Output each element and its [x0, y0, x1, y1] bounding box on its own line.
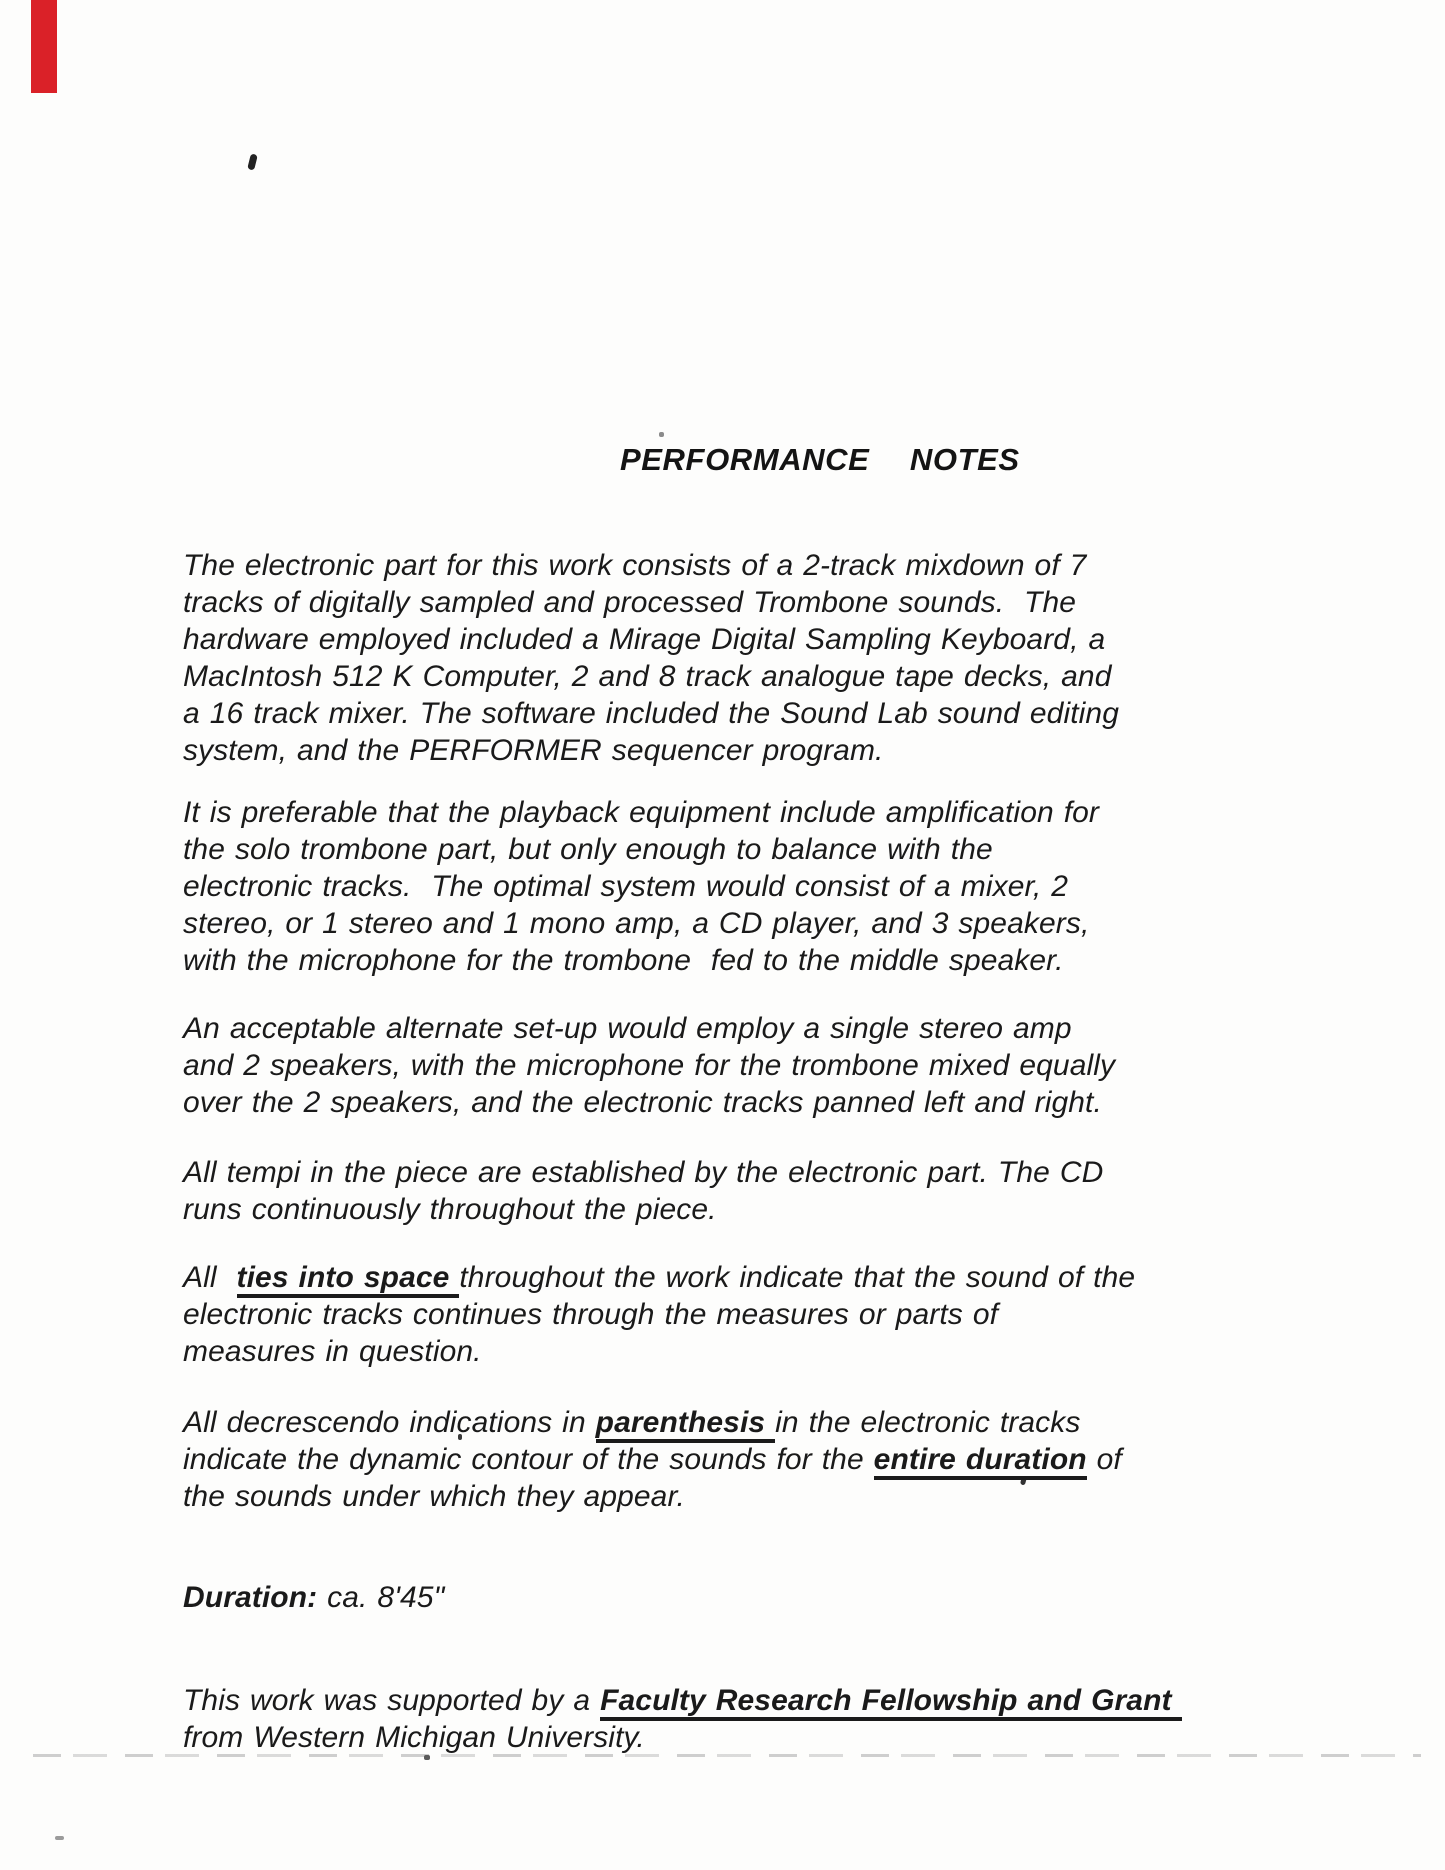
body-text: runs continuously throughout the piece. — [183, 1193, 717, 1226]
body-text: and 2 speakers, with the microphone for the trombone mixed equally — [183, 1049, 1116, 1082]
body-text: hardware employed included a Mirage Digital Sampling Keyboard, a — [183, 623, 1106, 656]
text-line — [183, 1154, 1345, 1191]
para-tempi — [183, 1154, 1345, 1228]
body-text: with the microphone for the trombone fed to the middle speaker. — [183, 944, 1064, 977]
document-body — [183, 547, 1345, 1756]
emphasized-text: parenthesis — [596, 1406, 775, 1443]
emphasized-text: ties into space — [237, 1261, 460, 1298]
body-text: over the 2 speakers, and the electronic tracks panned left and right. — [183, 1086, 1102, 1119]
body-text: from Western Michigan University. — [183, 1721, 645, 1754]
text-line — [183, 584, 1345, 621]
para-duration — [183, 1579, 1345, 1616]
body-text: stereo, or 1 stereo and 1 mono amp, a CD player, and 3 speakers, — [183, 907, 1090, 940]
body-text: system, and the PERFORMER sequencer program. — [183, 734, 884, 767]
text-line — [183, 1579, 1345, 1616]
body-text: a 16 track mixer. The software included the Sound Lab sound editing — [183, 697, 1119, 730]
emphasized-text: entire duration — [874, 1443, 1087, 1480]
para-electronic-part — [183, 547, 1345, 769]
body-text: This work was supported by a — [183, 1684, 601, 1717]
body-text: MacIntosh 512 K Computer, 2 and 8 track analogue tape decks, and — [183, 660, 1112, 693]
text-line — [183, 794, 1345, 831]
text-line — [183, 942, 1345, 979]
text-line — [183, 695, 1345, 732]
para-decrescendo — [183, 1404, 1345, 1515]
text-line — [183, 905, 1345, 942]
body-text: measures in question. — [183, 1335, 482, 1368]
body-text: indicate the dynamic contour of the sounds for the — [183, 1443, 874, 1476]
body-text: An acceptable alternate set-up would employ a single stereo amp — [183, 1012, 1072, 1045]
page-title: PERFORMANCE NOTES — [620, 442, 1020, 477]
body-text: in the electronic tracks — [775, 1406, 1081, 1439]
para-ties-into-space — [183, 1259, 1345, 1370]
body-text: electronic tracks. The optimal system would consist of a mixer, 2 — [183, 870, 1069, 903]
para-playback-equipment — [183, 794, 1345, 979]
text-line — [183, 1047, 1345, 1084]
text-line — [183, 621, 1345, 658]
text-line — [183, 547, 1345, 584]
text-line — [183, 1084, 1345, 1121]
emphasized-text: Faculty Research Fellowship and Grant — [600, 1684, 1181, 1721]
body-text: All decrescendo indications in — [183, 1406, 596, 1439]
text-line — [183, 1441, 1345, 1478]
scan-speck — [55, 1836, 64, 1840]
text-line — [183, 658, 1345, 695]
text-line — [183, 732, 1345, 769]
body-text: the solo trombone part, but only enough to balance with the — [183, 833, 993, 866]
text-line — [183, 1404, 1345, 1441]
text-line — [183, 1719, 1345, 1756]
body-text: the sounds under which they appear. — [183, 1480, 685, 1513]
body-text: electronic tracks continues through the measures or parts of — [183, 1298, 999, 1331]
para-alternate-setup — [183, 1010, 1345, 1121]
body-text: The electronic part for this work consists of a 2-track mixdown of 7 — [183, 549, 1087, 582]
body-text: It is preferable that the playback equipment include amplification for — [183, 796, 1100, 829]
body-text: All — [183, 1261, 237, 1294]
text-line — [183, 1259, 1345, 1296]
body-text: All tempi in the piece are established by the electronic part. The CD — [183, 1156, 1104, 1189]
text-line — [183, 1682, 1345, 1719]
body-text: ca. 8'45" — [317, 1581, 445, 1614]
body-text: throughout the work indicate that the sound of the — [459, 1261, 1136, 1294]
body-text: of — [1086, 1443, 1122, 1476]
emphasized-text: Duration: — [183, 1581, 318, 1614]
text-line — [183, 1191, 1345, 1228]
text-line — [183, 1010, 1345, 1047]
body-text: tracks of digitally sampled and processed Trombone sounds. The — [183, 586, 1077, 619]
para-acknowledgement — [183, 1682, 1345, 1756]
text-line — [183, 1296, 1345, 1333]
text-line — [183, 1333, 1345, 1370]
text-line — [183, 1478, 1345, 1515]
text-line — [183, 831, 1345, 868]
text-line — [183, 868, 1345, 905]
